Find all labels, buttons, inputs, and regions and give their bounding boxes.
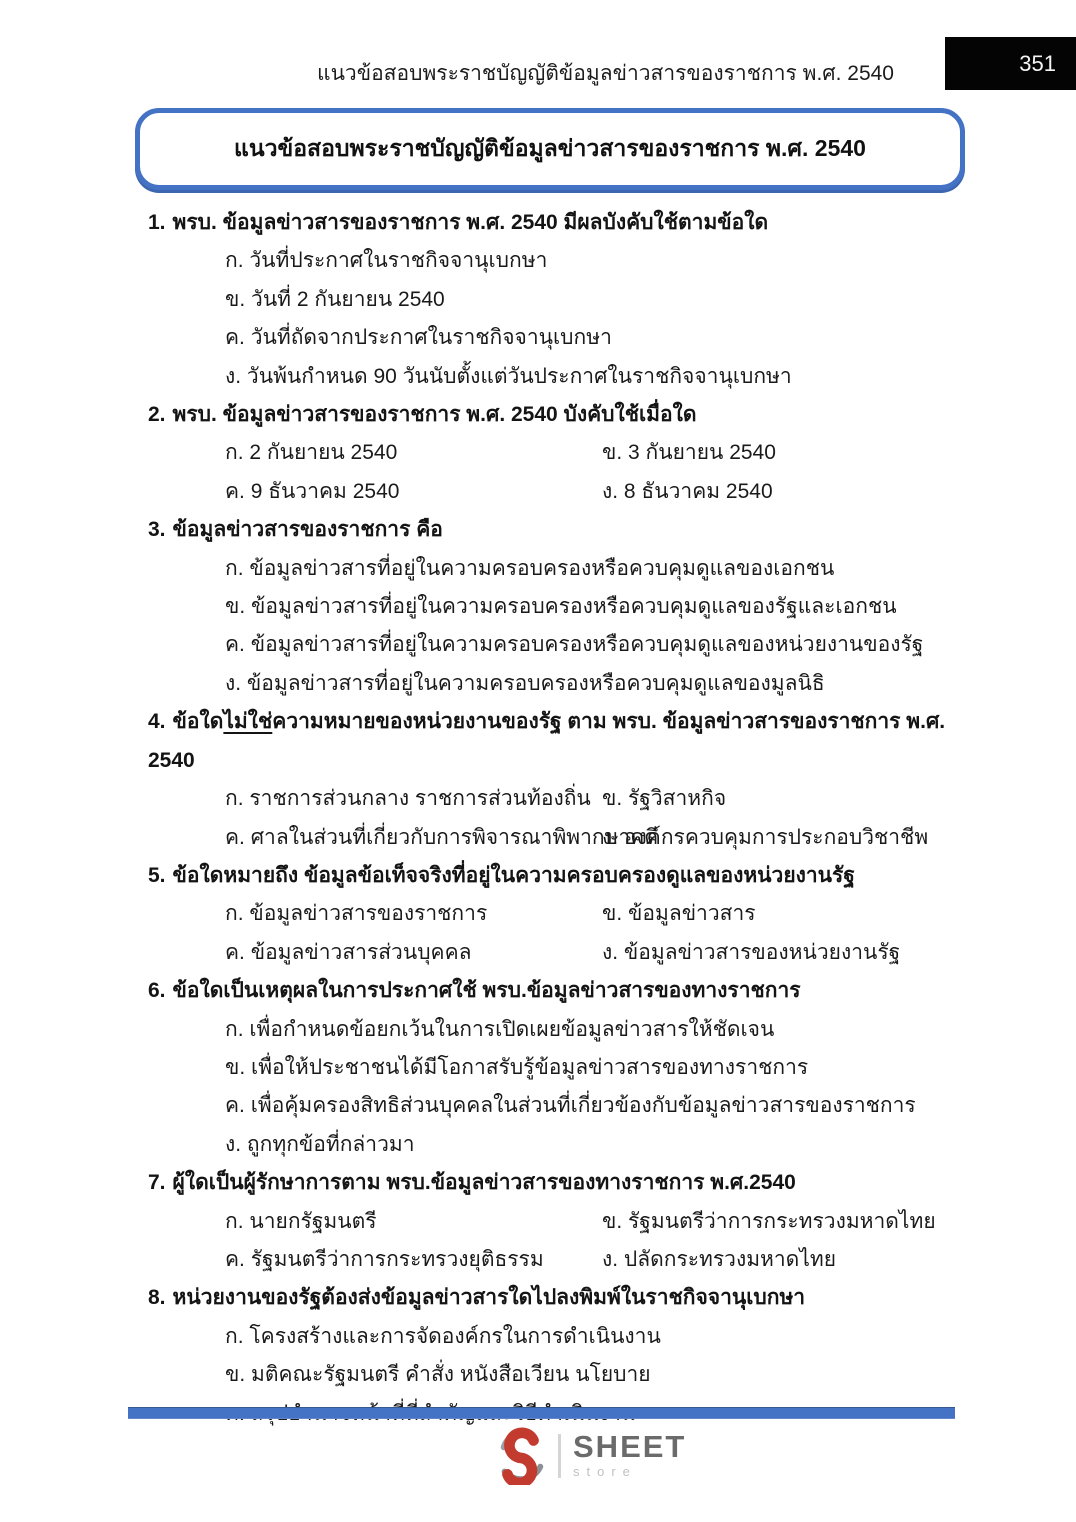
answer-option: ง. ถูกทุกข้อที่กล่าวมา	[225, 1132, 415, 1156]
question-number: 1.	[148, 211, 166, 234]
question-number: 5.	[148, 863, 166, 887]
answer-options	[148, 550, 966, 704]
answer-option: ง. องค์กรควบคุมการประกอบวิชาชีพ	[602, 825, 929, 849]
answer-option: ง. ปลัดกระทรวงมหาดไทย	[602, 1247, 837, 1271]
answer-option: ข. เพื่อให้ประชาชนได้มีโอกาสรับรู้ข้อมูลข่าวสารของทางราชการ	[225, 1055, 809, 1079]
question	[148, 703, 966, 857]
question-heading	[148, 204, 966, 242]
answer-option: ค. วันที่ถัดจากประกาศในราชกิจจานุเบกษา	[225, 326, 612, 350]
exam-title: แนวข้อสอบพระราชบัญญัติข้อมูลข่าวสารของราชการ พ.ศ. 2540	[234, 135, 866, 161]
footer-divider-bar	[128, 1407, 955, 1419]
page-number-box	[945, 37, 1076, 90]
answer-options	[148, 434, 966, 511]
question-text: หน่วยงานของรัฐต้องส่งข้อมูลข่าวสารใดไปลงพิมพ์ในราชกิจจานุเบกษา	[172, 1286, 806, 1310]
question	[148, 204, 966, 396]
question-number: 6.	[148, 979, 166, 1003]
logo-brand-text: SHEET	[573, 1429, 687, 1464]
question-text: ความหมายของหน่วยงานของรัฐ ตาม พรบ. ข้อมูลข่าวสารของราชการ พ.ศ. 2540	[148, 710, 946, 772]
question	[148, 1164, 966, 1279]
answer-option: ค. ข้อมูลข่าวสารส่วนบุคคล	[225, 940, 472, 964]
answer-option: ค. รัฐมนตรีว่าการกระทรวงยุติธรรม	[225, 1247, 544, 1271]
question-number: 2.	[148, 403, 166, 427]
answer-option: ข. รัฐมนตรีว่าการกระทรวงมหาดไทย	[602, 1209, 936, 1233]
answer-option: ก. ข้อมูลข่าวสารที่อยู่ในความครอบครองหรือควบคุมดูแลของเอกชน	[225, 556, 835, 580]
answer-options	[148, 1011, 966, 1165]
question-text: ข้อใดเป็นเหตุผลในการประกาศใช้ พรบ.ข้อมูลข่าวสารของทางราชการ	[172, 979, 801, 1003]
answer-option: ก. 2 กันยายน 2540	[225, 441, 398, 465]
answer-options	[148, 242, 966, 396]
question-heading	[148, 857, 966, 895]
answer-option: ข. รัฐวิสาหกิจ	[602, 787, 727, 811]
sheet-store-logo	[492, 1427, 686, 1485]
page-number: 351	[1019, 50, 1056, 76]
answer-option: ง. 8 ธันวาคม 2540	[602, 479, 773, 503]
question-text: ข้อใด	[172, 710, 224, 734]
answer-options	[148, 780, 966, 857]
underlined-term: ไม่ใช่	[223, 710, 273, 734]
question-text: ผู้ใดเป็นผู้รักษาการตาม พรบ.ข้อมูลข่าวสารของทางราชการ พ.ศ.2540	[172, 1171, 796, 1195]
question-text: พรบ. ข้อมูลข่าวสารของราชการ พ.ศ. 2540 บังคับใช้เมื่อใด	[172, 403, 697, 427]
logo-wordmark	[573, 1429, 687, 1480]
question-heading	[148, 396, 966, 434]
question-number: 7.	[148, 1171, 166, 1195]
answer-option: ก. เพื่อกำหนดข้อยกเว้นในการเปิดเผยข้อมูลข่าวสารให้ชัดเจน	[225, 1017, 775, 1041]
question-heading	[148, 972, 966, 1010]
answer-option: ข. ข้อมูลข่าวสาร	[602, 902, 756, 926]
question-heading	[148, 1164, 966, 1202]
answer-option: ค. ศาลในส่วนที่เกี่ยวกับการพิจารณาพิพากษาคดี	[225, 825, 658, 849]
answer-option: ก. โครงสร้างและการจัดองค์กรในการดำเนินงาน	[225, 1324, 661, 1348]
answer-option: ค. ข้อมูลข่าวสารที่อยู่ในความครอบครองหรือควบคุมดูแลของหน่วยงานของรัฐ	[225, 633, 924, 657]
logo-brand-subtext: store	[573, 1464, 637, 1479]
answer-option: ข. มติคณะรัฐมนตรี คำสั่ง หนังสือเวียน นโยบาย	[225, 1363, 651, 1387]
answer-option: ข. ข้อมูลข่าวสารที่อยู่ในความครอบครองหรือควบคุมดูแลของรัฐและเอกชน	[225, 595, 897, 619]
question-number: 4.	[148, 710, 166, 734]
answer-option: ค. เพื่อคุ้มครองสิทธิส่วนบุคคลในส่วนที่เกี่ยวข้องกับข้อมูลข่าวสารของราชการ	[225, 1094, 916, 1118]
answer-option: ง. ข้อมูลข่าวสารของหน่วยงานรัฐ	[602, 940, 901, 964]
answer-options	[148, 1203, 966, 1280]
logo-divider	[558, 1434, 561, 1478]
running-header-title: แนวข้อสอบพระราชบัญญัติข้อมูลข่าวสารของราชการ พ.ศ. 2540	[317, 62, 894, 85]
question-text: พรบ. ข้อมูลข่าวสารของราชการ พ.ศ. 2540 มีผลบังคับใช้ตามข้อใด	[172, 211, 769, 234]
answer-option: ข. วันที่ 2 กันยายน 2540	[225, 287, 445, 311]
answer-option: ข. 3 กันยายน 2540	[602, 441, 776, 465]
answer-option: ก. ราชการส่วนกลาง ราชการส่วนท้องถิ่น	[225, 787, 591, 811]
question-number: 8.	[148, 1286, 166, 1310]
question-heading	[148, 1279, 966, 1317]
logo-s-icon	[492, 1427, 550, 1485]
question	[148, 972, 966, 1164]
answer-option: ก. ข้อมูลข่าวสารของราชการ	[225, 902, 488, 926]
question-list	[148, 204, 966, 1433]
question-text: ข้อใดหมายถึง ข้อมูลข้อเท็จจริงที่อยู่ในความครอบครองดูแลของหน่วยงานรัฐ	[172, 863, 855, 887]
question-heading	[148, 511, 966, 549]
answer-option: ก. วันที่ประกาศในราชกิจจานุเบกษา	[225, 249, 548, 273]
exam-title-box	[135, 108, 965, 190]
question	[148, 511, 966, 703]
answer-option: ง. ข้อมูลข่าวสารที่อยู่ในความครอบครองหรือควบคุมดูแลของมูลนิธิ	[225, 671, 825, 695]
answer-options	[148, 895, 966, 972]
question	[148, 857, 966, 972]
question-heading	[148, 703, 966, 780]
answer-option: ก. นายกรัฐมนตรี	[225, 1209, 377, 1233]
answer-option: ค. 9 ธันวาคม 2540	[225, 479, 400, 503]
question-number: 3.	[148, 518, 166, 542]
question	[148, 396, 966, 511]
question-text: ข้อมูลข่าวสารของราชการ คือ	[172, 518, 443, 542]
answer-option: ง. วันพ้นกำหนด 90 วันนับตั้งแต่วันประกาศในราชกิจจานุเบกษา	[225, 364, 792, 388]
